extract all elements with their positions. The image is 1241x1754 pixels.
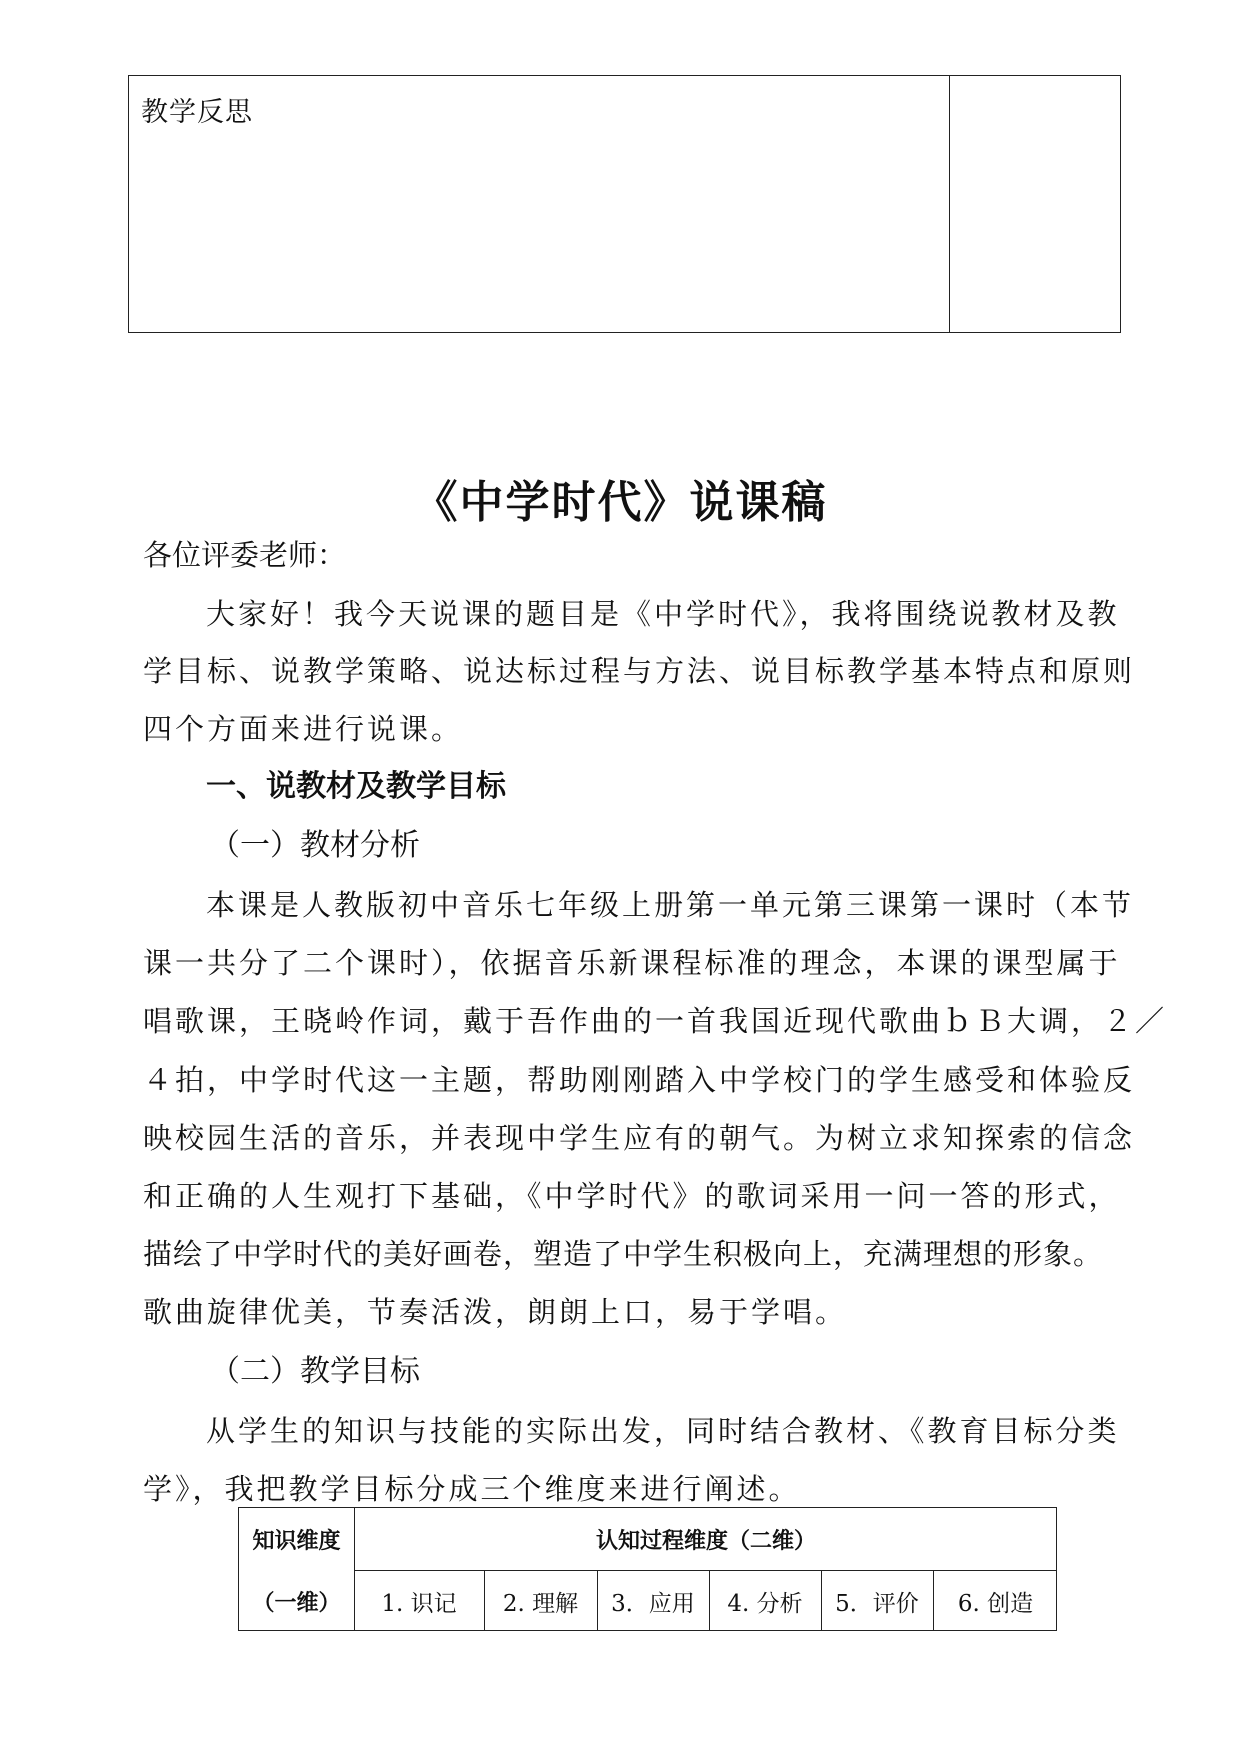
column-header: 1. 识记: [381, 1590, 457, 1617]
section-heading: 一、说教材及教学目标: [206, 769, 506, 804]
column-header: 5．评价: [835, 1590, 919, 1617]
paragraph-line: 从学生的知识与技能的实际出发，同时结合教材、《教育目标分类: [206, 1414, 1120, 1448]
paragraph-line: 学》，我把教学目标分成三个维度来进行阐述。: [143, 1472, 801, 1506]
paragraph-line: 歌曲旋律优美，节奏活泼，朗朗上口，易于学唱。: [143, 1295, 848, 1329]
document-title: 《中学时代》说课稿: [413, 477, 828, 528]
objectives-table: [238, 1507, 1057, 1631]
row-header-line1: 知识维度: [252, 1528, 341, 1554]
greeting: 各位评委老师：: [143, 538, 347, 572]
paragraph-line: 描绘了中学时代的美好画卷，塑造了中学生积极向上，充满理想的形象。: [143, 1237, 1104, 1271]
reflection-label: 教学反思: [141, 97, 253, 128]
column-header: 3．应用: [611, 1590, 695, 1617]
column-header: 6. 创造: [957, 1590, 1034, 1617]
paragraph-line: 映校园生活的音乐，并表现中学生应有的朝气。为树立求知探索的信念: [143, 1121, 1136, 1155]
intro-line: 四个方面来进行说课。: [143, 712, 464, 746]
reflection-table: [128, 75, 1121, 333]
column-header: 2. 理解: [502, 1590, 579, 1617]
intro-line: 大家好！我今天说课的题目是《中学时代》，我将围绕说教材及教: [206, 597, 1120, 631]
table-divider: [949, 76, 950, 332]
intro-line: 学目标、说教学策略、说达标过程与方法、说目标教学基本特点和原则: [143, 654, 1136, 688]
row-header-line2: （一维）: [252, 1590, 341, 1616]
span-header: 认知过程维度（二维）: [595, 1528, 816, 1554]
paragraph-line: 本课是人教版初中音乐七年级上册第一单元第三课第一课时（本节: [206, 888, 1135, 922]
column-header: 4. 分析: [727, 1590, 803, 1617]
subsection-heading: （二）教学目标: [210, 1354, 420, 1389]
paragraph-line: 和正确的人生观打下基础，《中学时代》的歌词采用一问一答的形式，: [143, 1179, 1121, 1213]
paragraph-line: 课一共分了二个课时），依据音乐新课程标准的理念，本课的课型属于: [143, 946, 1121, 980]
paragraph-line: ４拍，中学时代这一主题，帮助刚刚踏入中学校门的学生感受和体验反: [143, 1063, 1136, 1097]
subsection-heading: （一）教材分析: [210, 828, 420, 863]
paragraph-line: 唱歌课，王晓岭作词，戴于吾作曲的一首我国近现代歌曲ｂＢ大调，２／: [143, 1004, 1168, 1038]
